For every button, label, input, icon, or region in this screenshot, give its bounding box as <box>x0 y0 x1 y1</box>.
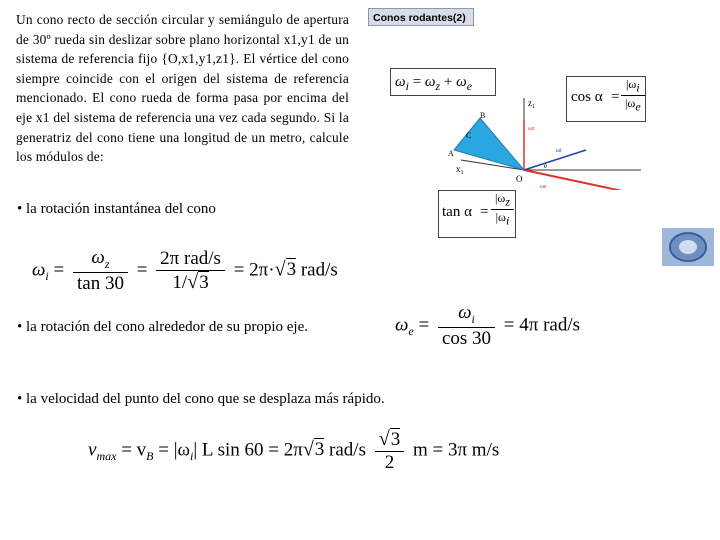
label-c: C <box>466 131 472 140</box>
label-wi: ωi <box>556 148 562 154</box>
rolling-cone-diagram <box>436 90 646 190</box>
label-b: B <box>480 111 486 120</box>
item-3-equation: $v_{max} = v_B = |\omega_i|$ L sin 60 = 2π√3 rad/s $\frac{√3}{2}$ m = 3π m/s <box>88 428 500 473</box>
formula-tan-alpha: tan α = $\frac{|\omega_z}{|\omega_i}$ <box>438 190 516 238</box>
cone-section <box>454 118 524 170</box>
problem-statement: Un cono recto de sección circular y semiángulo de apertura de 30º rueda sin deslizar sobre plano horizontal x1,y1 de un sistema de referencia fijo {O,x1,y1,z1}. El vértice del cono siempre coincide con el origen del sistema de referencia mencionado. El cono rueda de forma pasa por encima del eje x1 del sistema de referencia una vez cada segundo. Si la generatriz del cono tiene una longitud de un metro, calcule los módulos de: <box>16 12 349 165</box>
item-1-label: • la rotación instantánea del cono <box>17 201 216 217</box>
item-3-label: • la velocidad del punto del cono que se desplaza más rápido. <box>17 391 385 407</box>
panel-title: Conos rodantes(2) <box>368 8 474 26</box>
label-z: $z_1$ <box>528 98 535 110</box>
label-o: O <box>516 174 523 184</box>
label-x: $x_1$ <box>456 164 464 176</box>
item-1-equation: $\omega_i$ = $\frac{\omega_z}{\tan 30}$ = $\frac{\text{2π rad/s}}{1/√3}$ = 2π·√3 rad/s <box>32 247 338 294</box>
label-wz: ωz <box>528 126 535 132</box>
vector-wi <box>524 150 586 170</box>
item-2-label: • la rotación del cono alrededor de su propio eje. <box>17 319 308 335</box>
item-2-equation: $\omega_e$ = $\frac{\omega_i}{\cos 30}$ = 4π rad/s <box>395 302 581 349</box>
formula-angular-sum: $\omega_i = \omega_z + \omega_e$ <box>390 68 496 96</box>
label-e: e <box>544 162 548 170</box>
label-we: ωe <box>540 184 547 190</box>
formula-cos-alpha: cos α = $\frac{|\omega_i}{|\omega_e}$ <box>566 76 646 122</box>
label-a: A <box>448 149 454 158</box>
university-seal-icon <box>662 228 714 266</box>
